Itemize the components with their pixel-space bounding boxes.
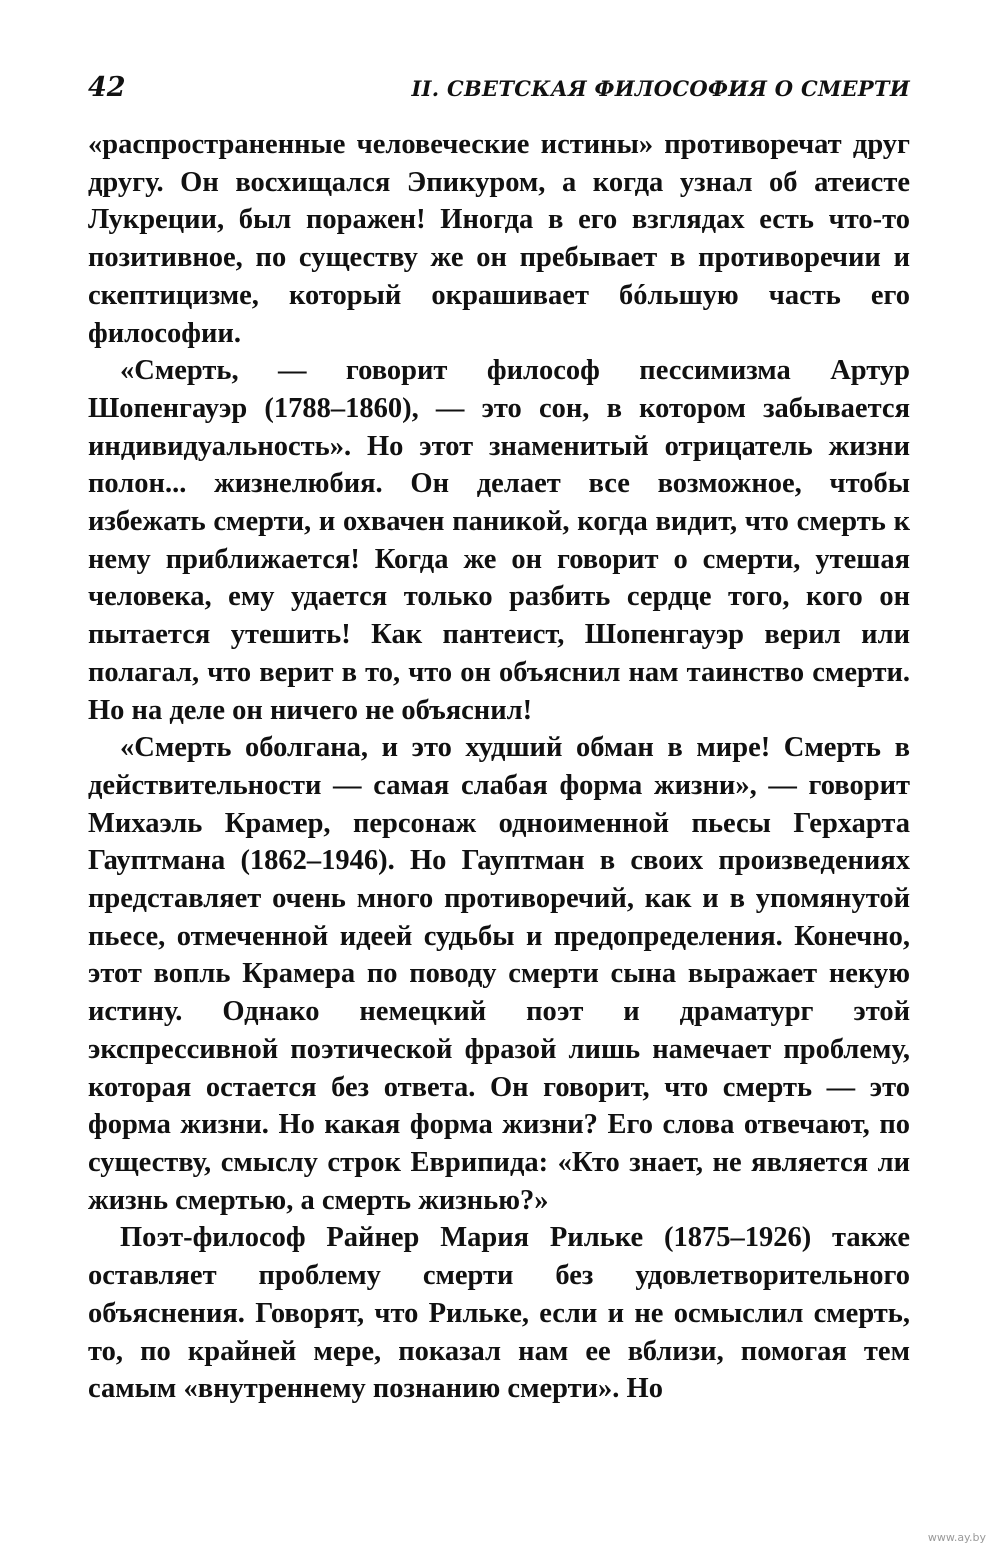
- running-head: [88, 72, 910, 112]
- watermark: www.ay.by: [927, 1531, 986, 1544]
- page-number: 42: [88, 72, 126, 103]
- paragraph-hauptmann: «Смерть оболгана, и это худший обман в мире! Смерть в действительности — самая слабая форма жизни», — говорит Михаэль Крамер, персонаж одноименной пьесы Герхарта Гауптмана (1862–1946). Но Гауптман в своих произведениях представляет очень много противоречий, как и в упомянутой пьесе, отмеченной идеей судьбы и предопределения. Конечно, этот вопль Крамера по поводу смерти сына выражает некую истину. Однако немецкий поэт и драматург этой экспрессивной поэтической фразой лишь намечает проблему, которая остается без ответа. Он говорит, что смерть — это форма жизни. Но какая форма жизни? Его слова отвечают, по существу, смыслу строк Еврипида: «Кто знает, не является ли жизнь смертью, а смерть жизнью?»: [88, 732, 910, 1216]
- section-title: II. СВЕТСКАЯ ФИЛОСОФИЯ О СМЕРТИ: [411, 76, 910, 101]
- body-text: [88, 126, 910, 1408]
- paragraph-schopenhauer: «Смерть, — говорит философ пессимизма Артур Шопенгауэр (1788–1860), — это сон, в котором забывается индивидуальность». Но этот знаменитый отрицатель жизни полон... жизнелюбия. Он делает все возможное, чтобы избежать смерти, и охвачен паникой, когда видит, что смерть к нему приближается! Когда же он говорит о смерти, утешая человека, ему удается только разбить сердце того, кого он пытается утешить! Как пантеист, Шопенгауэр верил или полагал, что верит в то, что он объяснил нам таинство смерти. Но на деле он ничего не объяснил!: [88, 355, 910, 726]
- paragraph-rilke: Поэт-философ Райнер Мария Рильке (1875–1926) также оставляет проблему смерти без удовлетворительного объяснения. Говорят, что Рильке, если и не осмыслил смерть, то, по крайней мере, показал нам ее вблизи, помогая тем самым «внутреннему познанию смерти». Но: [88, 1222, 910, 1405]
- paragraph-continuation: «распространенные человеческие истины» противоречат друг другу. Он восхищался Эпикуром, а когда узнал об атеисте Лукреции, был поражен! Иногда в его взглядах есть что-то позитивное, по существу же он пребывает в противоречии и скептицизме, который окрашивает бóльшую часть его философии.: [88, 129, 910, 349]
